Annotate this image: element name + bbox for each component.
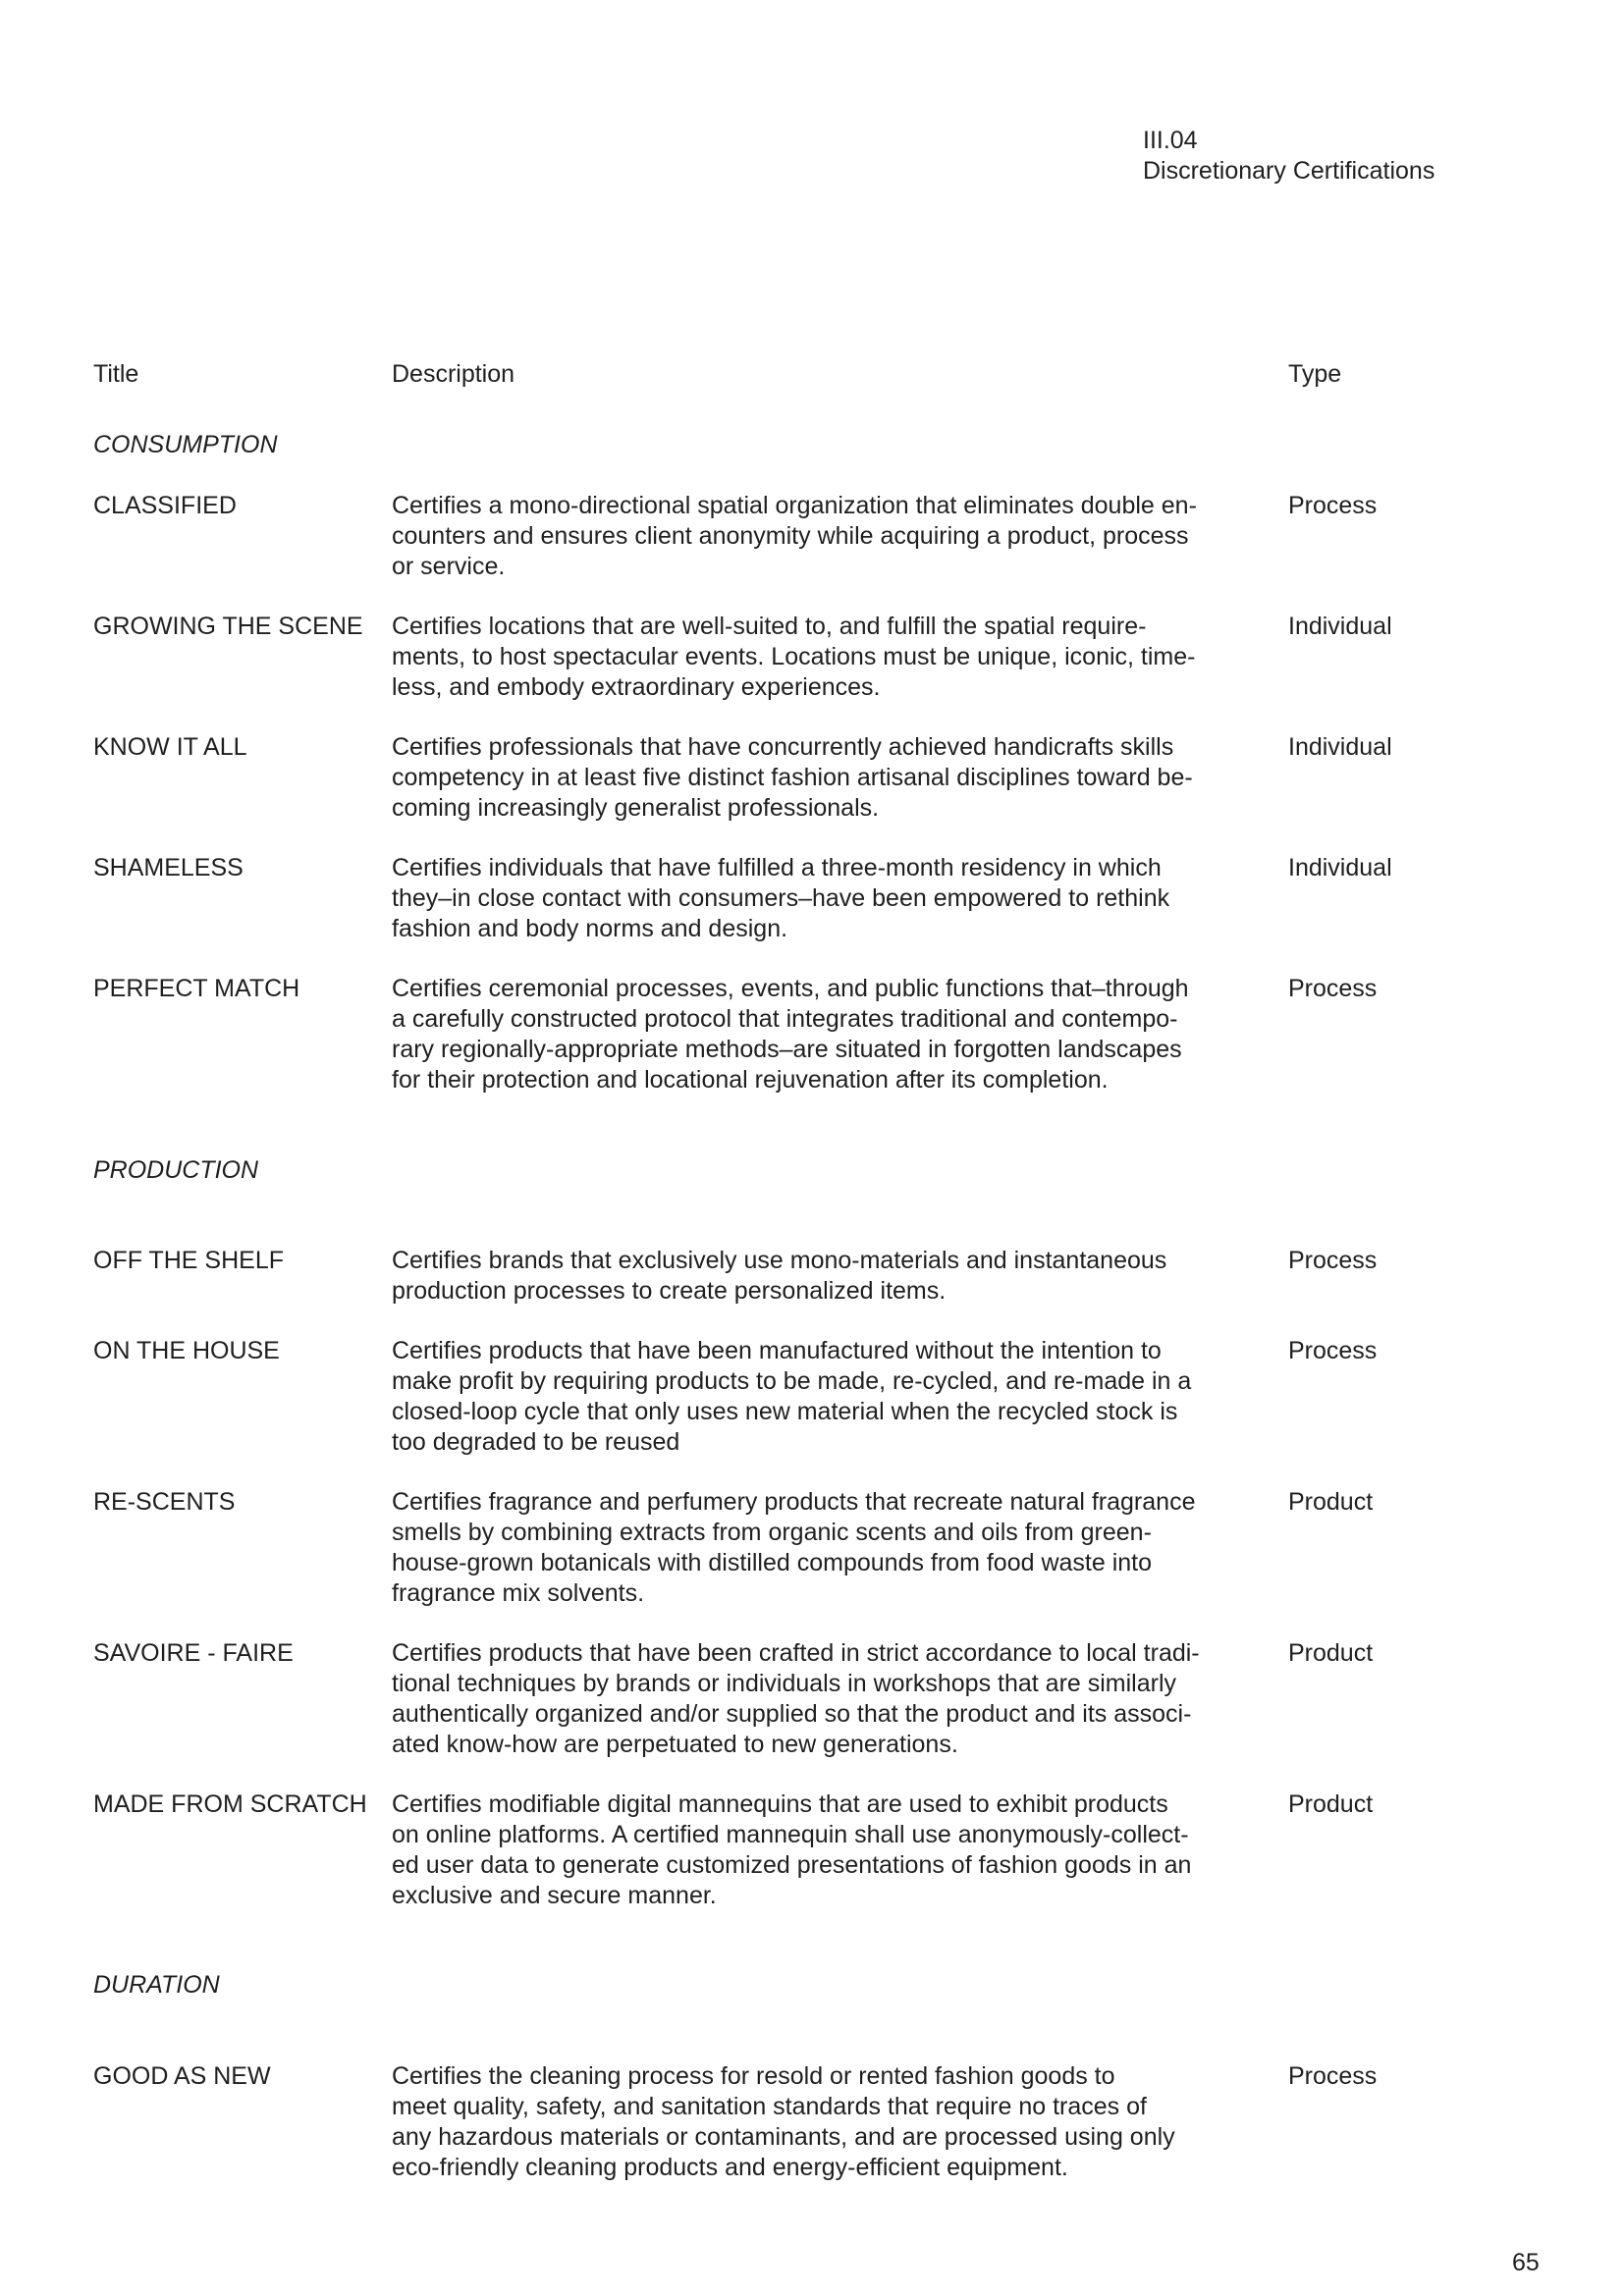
description-line: tional techniques by brands or individuals in workshops that are similarly bbox=[392, 1670, 1177, 1697]
row-type-perfect-match: Process bbox=[1288, 975, 1378, 1002]
row-title-off-the-shelf: OFF THE SHELF bbox=[93, 1247, 285, 1274]
row-title-on-the-house: ON THE HOUSE bbox=[93, 1337, 280, 1364]
page-header bbox=[1143, 126, 1435, 187]
row-title-classified: CLASSIFIED bbox=[93, 492, 237, 519]
page-number: 65 bbox=[1512, 2249, 1540, 2276]
row-type-shameless: Individual bbox=[1288, 854, 1392, 881]
section-heading-production: PRODUCTION bbox=[93, 1156, 259, 1184]
row-title-shameless: SHAMELESS bbox=[93, 854, 244, 881]
description-line: ments, to host spectacular events. Locations must be unique, iconic, time- bbox=[392, 643, 1196, 670]
row-type-savoire-faire: Product bbox=[1288, 1639, 1374, 1667]
description-line: production processes to create personalized items. bbox=[392, 1277, 947, 1305]
description-line: they–in close contact with consumers–have been empowered to rethink bbox=[392, 884, 1170, 912]
description-line: Certifies locations that are well-suited to, and fulfill the spatial require- bbox=[392, 613, 1147, 640]
row-description-savoire-faire bbox=[392, 1638, 1246, 1760]
description-line: authentically organized and/or supplied so that the product and its associ- bbox=[392, 1700, 1192, 1728]
column-header-description: Description bbox=[392, 360, 515, 388]
description-line: fragrance mix solvents. bbox=[392, 1579, 645, 1607]
row-description-good-as-new bbox=[392, 2061, 1246, 2183]
description-line: rary regionally-appropriate methods–are situated in forgotten landscapes bbox=[392, 1036, 1182, 1063]
description-line: Certifies products that have been manufactured without the intention to bbox=[392, 1337, 1162, 1364]
description-line: Certifies ceremonial processes, events, and public functions that–through bbox=[392, 975, 1189, 1002]
description-line: coming increasingly generalist professionals. bbox=[392, 794, 880, 822]
row-type-made-from-scratch: Product bbox=[1288, 1790, 1374, 1818]
row-description-perfect-match bbox=[392, 974, 1246, 1095]
description-line: Certifies professionals that have concurrently achieved handicrafts skills bbox=[392, 733, 1174, 761]
row-description-off-the-shelf bbox=[392, 1246, 1246, 1307]
description-line: fashion and body norms and design. bbox=[392, 915, 788, 942]
row-description-growing-the-scene bbox=[392, 612, 1246, 703]
section-code: III.04 bbox=[1143, 127, 1198, 154]
row-title-good-as-new: GOOD AS NEW bbox=[93, 2062, 271, 2090]
description-line: less, and embody extraordinary experiences. bbox=[392, 673, 881, 701]
description-line: or service. bbox=[392, 553, 506, 580]
row-description-on-the-house bbox=[392, 1336, 1246, 1458]
description-line: ated know-how are perpetuated to new generations. bbox=[392, 1731, 958, 1758]
description-line: any hazardous materials or contaminants, and are processed using only bbox=[392, 2123, 1175, 2151]
row-title-savoire-faire: SAVOIRE - FAIRE bbox=[93, 1639, 294, 1667]
row-type-growing-the-scene: Individual bbox=[1288, 613, 1392, 640]
description-line: make profit by requiring products to be made, re-cycled, and re-made in a bbox=[392, 1367, 1192, 1395]
description-line: a carefully constructed protocol that integrates traditional and contempo- bbox=[392, 1005, 1178, 1033]
description-line: on online platforms. A certified mannequin shall use anonymously-collect- bbox=[392, 1821, 1189, 1848]
description-line: Certifies individuals that have fulfilled a three-month residency in which bbox=[392, 854, 1162, 881]
description-line: Certifies modifiable digital mannequins that are used to exhibit products bbox=[392, 1790, 1168, 1818]
description-line: closed-loop cycle that only uses new material when the recycled stock is bbox=[392, 1398, 1178, 1425]
row-type-good-as-new: Process bbox=[1288, 2062, 1378, 2090]
description-line: for their protection and locational rejuvenation after its completion. bbox=[392, 1066, 1109, 1094]
section-heading-duration: DURATION bbox=[93, 1971, 220, 1999]
row-description-shameless bbox=[392, 853, 1246, 944]
description-line: Certifies brands that exclusively use mono-materials and instantaneous bbox=[392, 1247, 1167, 1274]
row-description-know-it-all bbox=[392, 732, 1246, 824]
row-title-re-scents: RE-SCENTS bbox=[93, 1488, 236, 1516]
row-title-growing-the-scene: GROWING THE SCENE bbox=[93, 613, 363, 640]
description-line: competency in at least five distinct fashion artisanal disciplines toward be- bbox=[392, 764, 1193, 791]
description-line: smells by combining extracts from organic scents and oils from green- bbox=[392, 1519, 1152, 1546]
row-type-on-the-house: Process bbox=[1288, 1337, 1378, 1364]
description-line: exclusive and secure manner. bbox=[392, 1882, 717, 1909]
row-title-know-it-all: KNOW IT ALL bbox=[93, 733, 247, 761]
row-type-off-the-shelf: Process bbox=[1288, 1247, 1378, 1274]
description-line: house-grown botanicals with distilled compounds from food waste into bbox=[392, 1549, 1153, 1576]
row-type-classified: Process bbox=[1288, 492, 1378, 519]
row-type-re-scents: Product bbox=[1288, 1488, 1374, 1516]
section-title: Discretionary Certifications bbox=[1143, 157, 1435, 185]
row-title-perfect-match: PERFECT MATCH bbox=[93, 975, 300, 1002]
section-heading-consumption: CONSUMPTION bbox=[93, 431, 278, 458]
description-line: Certifies products that have been crafted in strict accordance to local tradi- bbox=[392, 1639, 1200, 1667]
column-header-type: Type bbox=[1288, 360, 1342, 388]
row-title-made-from-scratch: MADE FROM SCRATCH bbox=[93, 1790, 367, 1818]
description-line: ed user data to generate customized presentations of fashion goods in an bbox=[392, 1851, 1192, 1879]
description-line: Certifies a mono-directional spatial organization that eliminates double en- bbox=[392, 492, 1197, 519]
column-header-title: Title bbox=[93, 360, 139, 388]
row-type-know-it-all: Individual bbox=[1288, 733, 1392, 761]
description-line: eco-friendly cleaning products and energy-efficient equipment. bbox=[392, 2154, 1068, 2181]
row-description-made-from-scratch bbox=[392, 1789, 1246, 1911]
description-line: Certifies fragrance and perfumery products that recreate natural fragrance bbox=[392, 1488, 1196, 1516]
description-line: meet quality, safety, and sanitation standards that require no traces of bbox=[392, 2093, 1147, 2120]
description-line: too degraded to be reused bbox=[392, 1428, 680, 1456]
description-line: Certifies the cleaning process for resold or rented fashion goods to bbox=[392, 2062, 1115, 2090]
description-line: counters and ensures client anonymity while acquiring a product, process bbox=[392, 522, 1189, 550]
row-description-classified bbox=[392, 491, 1246, 582]
row-description-re-scents bbox=[392, 1487, 1246, 1609]
